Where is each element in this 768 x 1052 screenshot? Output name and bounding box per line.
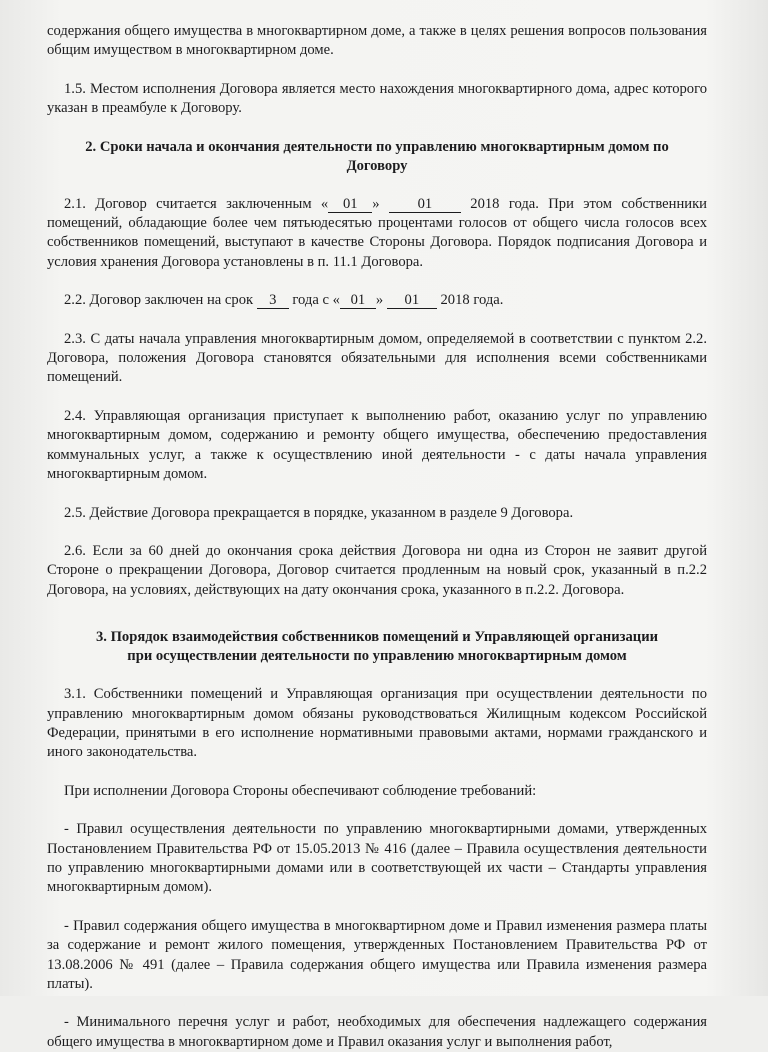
section-2-heading-line2: Договору bbox=[346, 157, 408, 174]
p22-day-field: 01 bbox=[340, 293, 376, 309]
p22-text-a: 2.2. Договор заключен на срок bbox=[64, 292, 254, 309]
section-3-heading bbox=[47, 628, 707, 666]
p22-text-b: года с « bbox=[292, 292, 340, 309]
document-body bbox=[47, 22, 707, 1052]
p21-text-b: » bbox=[372, 195, 380, 212]
p21-text-a: 2.1. Договор считается заключенным « bbox=[64, 195, 329, 212]
p22-text-c: » bbox=[375, 292, 384, 309]
paragraph-1-4-end: содержания общего имущества в многоквартирном доме, а также в целях решения вопросов пользования общим имуществом в многоквартирном доме. bbox=[47, 23, 707, 59]
section-3-heading-line2: при осуществлении деятельности по управлению многоквартирным домом bbox=[127, 648, 627, 665]
paragraph-2-6: 2.6. Если за 60 дней до окончания срока действия Договора ни одна из Сторон не заявит другой Стороне о прекращении Договора, Договор считается продленным на новый срок, указанный в п.2.2 Договора, на условиях, действующих на дату окончания срока, указанного в п.2.2. Договора. bbox=[47, 542, 707, 598]
paragraph-requirement-3: - Минимального перечня услуг и работ, необходимых для обеспечения надлежащего содержания общего имущества в многоквартирном доме и Правил оказания услуг и выполнения работ, bbox=[47, 1014, 707, 1050]
section-2-heading bbox=[47, 138, 707, 176]
p22-month-field: 01 bbox=[387, 293, 437, 309]
paragraph-requirement-2: - Правил содержания общего имущества в многоквартирном доме и Правил изменения размера платы за содержание и ремонт жилого помещения, утвержденных Постановлением Правительства РФ от 13.08.2006 № 491 (далее – Правила содержания общего имущества или Правила изменения размера платы). bbox=[47, 917, 707, 992]
paragraph-requirements-intro: При исполнении Договора Стороны обеспечивают соблюдение требований: bbox=[64, 782, 537, 799]
section-2-heading-line1: 2. Сроки начала и окончания деятельности по управлению многоквартирным домом по bbox=[85, 138, 669, 155]
paragraph-2-3: 2.3. С даты начала управления многоквартирным домом, определяемой в соответствии с пунктом 2.2. Договора, положения Договора становятся обязательными для исполнения всеми собственниками помещений. bbox=[47, 330, 707, 386]
paragraph-1-5: 1.5. Местом исполнения Договора является место нахождения многоквартирного дома, адрес которого указан в преамбуле к Договору. bbox=[47, 80, 707, 117]
paragraph-2-2 bbox=[47, 291, 707, 310]
paragraph-requirement-1: - Правил осуществления деятельности по управлению многоквартирными домами, утвержденных Постановлением Правительства РФ от 15.05.2013 № 416 (далее – Правила осуществления деятельности по управлению многоквартирными домами или в соответствующей их части – Стандарты управления многоквартирным домом). bbox=[47, 821, 707, 896]
p22-text-d: 2018 года. bbox=[440, 292, 504, 309]
paragraph-2-5: 2.5. Действие Договора прекращается в порядке, указанном в разделе 9 Договора. bbox=[64, 504, 574, 521]
paragraph-2-1 bbox=[47, 195, 707, 273]
p22-term-field: 3 bbox=[257, 293, 289, 309]
p21-day-field: 01 bbox=[328, 197, 372, 213]
paragraph-2-4: 2.4. Управляющая организация приступает к выполнению работ, оказанию услуг по управлению многоквартирным домом, содержанию и ремонту общего имущества, обеспечению предоставления коммунальных услуг, а также к осуществлению иной деятельности - с даты начала управления многоквартирным домом. bbox=[47, 407, 707, 483]
section-3-heading-line1: 3. Порядок взаимодействия собственников помещений и Управляющей организации bbox=[95, 629, 659, 646]
p21-month-field: 01 bbox=[389, 197, 461, 213]
p21-text-c: 2018 года. При этом собственники помещений, обладающие более чем пятьюдесятью процентами голосов от общего числа голосов всех собственников помещений, выступают в качестве Стороны Договора. Порядок подписания Договора и условия хранения Договора установлены в п. 11.1 Договора. bbox=[47, 195, 707, 270]
paragraph-3-1: 3.1. Собственники помещений и Управляющая организация при осуществлении деятельности по управлению многоквартирным домом обязаны руководствоваться Жилищным кодексом Российской Федерации, принятыми в его исполнение нормативными правовыми актами, нормами гражданского и иного законодательства. bbox=[47, 686, 707, 761]
